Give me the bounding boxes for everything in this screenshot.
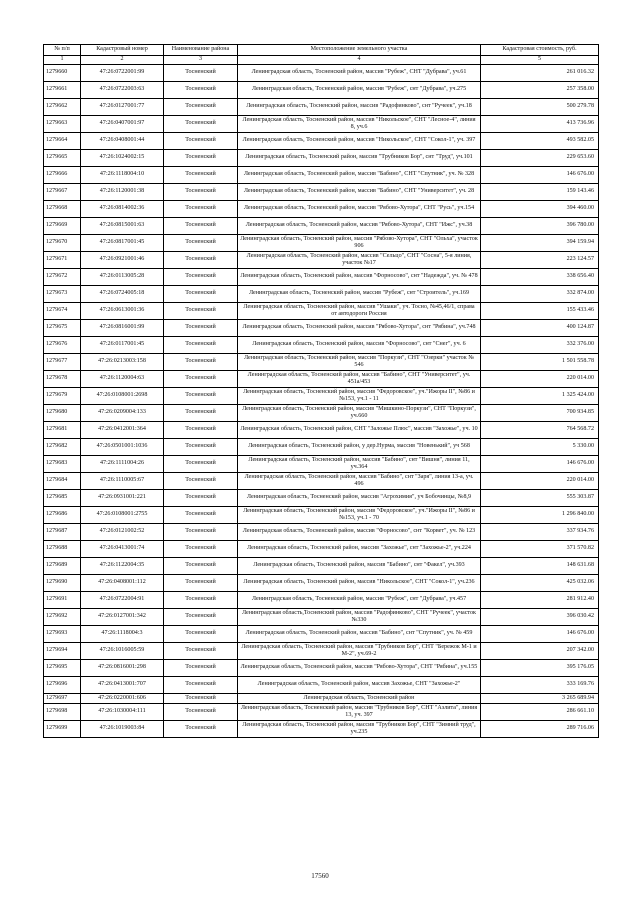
row-number-cell: 1279698: [44, 704, 81, 721]
cadastral-number-cell: 47:26:0501001:1036: [81, 439, 164, 456]
cadastral-number-cell: 47:26:1016005:59: [81, 643, 164, 660]
table-row: [44, 286, 599, 303]
column-number: 5: [481, 56, 599, 65]
cadastral-value-cell: 337 934.76: [481, 524, 599, 541]
district-cell: Тосненский: [164, 184, 238, 201]
cadastral-value-cell: 764 568.72: [481, 422, 599, 439]
cadastral-value-cell: 1 501 558.78: [481, 354, 599, 371]
table-row: [44, 721, 599, 738]
location-cell: Ленинградская область, Тосненский район, массив "Федоровское", уч."Ижоры II", №86 и №153, уч.1 - 70: [238, 507, 481, 524]
land-registry-document: [43, 44, 598, 738]
header-district-name: Наименование района: [164, 45, 238, 56]
location-cell: Ленинградская область,Тосненский район, массив "Радофинково", СНТ "Ручеек", участок №330: [238, 609, 481, 626]
cadastral-value-cell: 220 014.00: [481, 473, 599, 490]
location-cell: Ленинградская область, Тосненский район, массив "Трубников Бор", СНТ "Аэлита", линия 13, уч. 397: [238, 704, 481, 721]
table-row: [44, 269, 599, 286]
table-row: [44, 337, 599, 354]
row-number-cell: 1279688: [44, 541, 81, 558]
district-cell: Тосненский: [164, 303, 238, 320]
cadastral-value-table: [43, 44, 599, 738]
district-cell: Тосненский: [164, 524, 238, 541]
cadastral-number-cell: 47:26:0408001:44: [81, 133, 164, 150]
table-row: [44, 575, 599, 592]
location-cell: Ленинградская область, Тосненский район, массив "Радофинково", снт "Ручеек", уч.18: [238, 99, 481, 116]
table-row: [44, 371, 599, 388]
cadastral-value-cell: 223 124.57: [481, 252, 599, 269]
district-cell: Тосненский: [164, 439, 238, 456]
row-number-cell: 1279678: [44, 371, 81, 388]
row-number-cell: 1279676: [44, 337, 81, 354]
row-number-cell: 1279663: [44, 116, 81, 133]
location-cell: Ленинградская область, Тосненский район, массив "Трубников Бор", снт "Труд", уч.101: [238, 150, 481, 167]
cadastral-value-cell: 220 014.00: [481, 371, 599, 388]
row-number-cell: 1279665: [44, 150, 81, 167]
location-cell: Ленинградская область, Тосненский район, массив "Мишкино-Поркузи", СНТ "Поркузи", уч.660: [238, 405, 481, 422]
location-cell: Ленинградская область, Тосненский район, массив "Бабино", СНТ "Университет", уч. 28: [238, 184, 481, 201]
page-number: 17560: [311, 872, 329, 880]
row-number-cell: 1279685: [44, 490, 81, 507]
cadastral-value-cell: 146 676.00: [481, 626, 599, 643]
row-number-cell: 1279666: [44, 167, 81, 184]
header-row-number: № п/п: [44, 45, 81, 56]
cadastral-number-cell: 47:26:0127001:77: [81, 99, 164, 116]
row-number-cell: 1279679: [44, 388, 81, 405]
location-cell: Ленинградская область, Тосненский район, массив "Рубеж", снт "Дубрава", уч.275: [238, 82, 481, 99]
location-cell: Ленинградская область, Тосненский район, массив "Никольское", СНТ "Лесное-4", линия 8, уч.6: [238, 116, 481, 133]
location-cell: Ленинградская область, Тосненский район, массив "Бабино", снт "Вишня", линия 11, уч.364: [238, 456, 481, 473]
cadastral-value-cell: 146 676.00: [481, 456, 599, 473]
cadastral-value-cell: 207 342.00: [481, 643, 599, 660]
district-cell: Тосненский: [164, 201, 238, 218]
cadastral-number-cell: 47:26:0412001:364: [81, 422, 164, 439]
cadastral-value-cell: 159 143.46: [481, 184, 599, 201]
table-row: [44, 82, 599, 99]
row-number-cell: 1279669: [44, 218, 81, 235]
district-cell: Тосненский: [164, 82, 238, 99]
cadastral-value-cell: 413 736.96: [481, 116, 599, 133]
row-number-cell: 1279664: [44, 133, 81, 150]
cadastral-value-cell: 400 124.87: [481, 320, 599, 337]
cadastral-value-cell: 396 780.00: [481, 218, 599, 235]
table-row: [44, 592, 599, 609]
district-cell: Тосненский: [164, 473, 238, 490]
location-cell: Ленинградская область, Тосненский район, массив "Сельцо", СНТ "Сосна", 5-я линия, участок №17: [238, 252, 481, 269]
district-cell: Тосненский: [164, 337, 238, 354]
location-cell: Ленинградская область, Тосненский район, массив "Бабино", СНТ "Университет", уч. 451а/453: [238, 371, 481, 388]
district-cell: Тосненский: [164, 694, 238, 704]
district-cell: Тосненский: [164, 150, 238, 167]
cadastral-number-cell: 47:26:0816001:298: [81, 660, 164, 677]
table-row: [44, 422, 599, 439]
table-row: [44, 99, 599, 116]
row-number-cell: 1279692: [44, 609, 81, 626]
table-row: [44, 473, 599, 490]
cadastral-number-cell: 47:26:0407001:97: [81, 116, 164, 133]
location-cell: Ленинградская область, Тосненский район, СНТ "Заложье Плюс", массив "Захожье", уч. 10: [238, 422, 481, 439]
cadastral-value-cell: 425 032.06: [481, 575, 599, 592]
cadastral-number-cell: 47:26:0108001:2698: [81, 388, 164, 405]
cadastral-number-cell: 47:26:0814002:36: [81, 201, 164, 218]
district-cell: Тосненский: [164, 643, 238, 660]
cadastral-value-cell: 261 016.32: [481, 65, 599, 82]
location-cell: Ленинградская область, Тосненский район, массив "Никольское", СНТ "Сокол-1", уч.236: [238, 575, 481, 592]
cadastral-number-cell: 47:26:0213003:158: [81, 354, 164, 371]
district-cell: Тосненский: [164, 677, 238, 694]
district-cell: Тосненский: [164, 235, 238, 252]
cadastral-value-cell: 394 159.94: [481, 235, 599, 252]
table-row: [44, 524, 599, 541]
table-row: [44, 201, 599, 218]
cadastral-number-cell: 47:26:1110005:67: [81, 473, 164, 490]
cadastral-value-cell: 500 279.78: [481, 99, 599, 116]
table-row: [44, 252, 599, 269]
table-row: [44, 218, 599, 235]
cadastral-value-cell: 5 330.00: [481, 439, 599, 456]
location-cell: Ленинградская область, Тосненский район, массив "Рубеж", снт "Строитель", уч.169: [238, 286, 481, 303]
district-cell: Тосненский: [164, 575, 238, 592]
location-cell: Ленинградская область, Тосненский район, массив "Рябово-Хутора", СНТ "Русь", уч.154: [238, 201, 481, 218]
row-number-cell: 1279662: [44, 99, 81, 116]
table-row: [44, 405, 599, 422]
cadastral-value-cell: 257 358.00: [481, 82, 599, 99]
row-number-cell: 1279691: [44, 592, 81, 609]
row-number-cell: 1279699: [44, 721, 81, 738]
table-row: [44, 694, 599, 704]
district-cell: Тосненский: [164, 490, 238, 507]
cadastral-number-cell: 47:26:0722001:99: [81, 65, 164, 82]
table-row: [44, 456, 599, 473]
cadastral-number-cell: 47:26:0722003:63: [81, 82, 164, 99]
location-cell: Ленинградская область, Тосненский район, массив "Форносово", снт "Снег", уч. 6: [238, 337, 481, 354]
table-row: [44, 439, 599, 456]
table-row: [44, 609, 599, 626]
table-row: [44, 704, 599, 721]
district-cell: Тосненский: [164, 133, 238, 150]
district-cell: Тосненский: [164, 704, 238, 721]
header-cadastral-number: Кадастровый номер: [81, 45, 164, 56]
column-number: 2: [81, 56, 164, 65]
cadastral-number-cell: 47:26:1120001:38: [81, 184, 164, 201]
location-cell: Ленинградская область, Тосненский район, массив "Ушаки", уч. Тосно, №45,46/1, справа от автодороги Россия: [238, 303, 481, 320]
location-cell: Ленинградская область, Тосненский район, массив "Бабино", снт "Заря", линия 13-а, уч. 496: [238, 473, 481, 490]
location-cell: Ленинградская область, Тосненский район, массив "Рубеж", снт "Дубрава", уч.457: [238, 592, 481, 609]
location-cell: Ленинградская область, Тосненский район, массив "Бабино", снт "Факел", уч.393: [238, 558, 481, 575]
cadastral-value-cell: 394 460.00: [481, 201, 599, 218]
location-cell: Ленинградская область, Тосненский район, массив "Рябово-Хутора", снт "Рябина", уч.748: [238, 320, 481, 337]
row-number-cell: 1279673: [44, 286, 81, 303]
table-row: [44, 184, 599, 201]
row-number-cell: 1279687: [44, 524, 81, 541]
cadastral-number-cell: 47:26:1118004:10: [81, 167, 164, 184]
cadastral-number-cell: 47:26:0113005:28: [81, 269, 164, 286]
cadastral-value-cell: 333 169.76: [481, 677, 599, 694]
cadastral-value-cell: 229 653.60: [481, 150, 599, 167]
table-row: [44, 167, 599, 184]
table-row: [44, 133, 599, 150]
table-row: [44, 541, 599, 558]
row-number-cell: 1279668: [44, 201, 81, 218]
district-cell: Тосненский: [164, 286, 238, 303]
cadastral-value-cell: 1 325 424.00: [481, 388, 599, 405]
location-cell: Ленинградская область, Тосненский район, массив "Бабино", снт "Спутник", уч. № 459: [238, 626, 481, 643]
row-number-cell: 1279670: [44, 235, 81, 252]
location-cell: Ленинградская область, Тосненский район, массив "Поркузи", СНТ "Озерки" участок № 546: [238, 354, 481, 371]
district-cell: Тосненский: [164, 405, 238, 422]
location-cell: Ленинградская область, Тосненский район, массив "Бабино", СНТ "Спутник", уч. № 328: [238, 167, 481, 184]
cadastral-number-cell: 47:26:0413001:74: [81, 541, 164, 558]
cadastral-number-cell: 47:26:0121002:52: [81, 524, 164, 541]
location-cell: Ленинградская область, Тосненский район, массив "Трубников Бор", СНТ "Зимний труд", уч.235: [238, 721, 481, 738]
cadastral-value-cell: 3 265 689.94: [481, 694, 599, 704]
table-row: [44, 150, 599, 167]
row-number-cell: 1279667: [44, 184, 81, 201]
column-number-row: [44, 56, 599, 65]
row-number-cell: 1279684: [44, 473, 81, 490]
cadastral-value-cell: 395 176.05: [481, 660, 599, 677]
cadastral-number-cell: 47:26:0408001:112: [81, 575, 164, 592]
column-number: 4: [238, 56, 481, 65]
cadastral-value-cell: 286 661.10: [481, 704, 599, 721]
table-row: [44, 507, 599, 524]
district-cell: Тосненский: [164, 320, 238, 337]
cadastral-value-cell: 155 433.46: [481, 303, 599, 320]
cadastral-number-cell: 47:26:1118004:3: [81, 626, 164, 643]
district-cell: Тосненский: [164, 167, 238, 184]
table-row: [44, 320, 599, 337]
table-row: [44, 660, 599, 677]
cadastral-value-cell: 493 582.05: [481, 133, 599, 150]
location-cell: Ленинградская область, Тосненский район, массив "Никольское", СНТ "Сокол-1", уч. 397: [238, 133, 481, 150]
district-cell: Тосненский: [164, 721, 238, 738]
district-cell: Тосненский: [164, 371, 238, 388]
cadastral-number-cell: 47:26:0127001:342: [81, 609, 164, 626]
table-row: [44, 388, 599, 405]
table-row: [44, 490, 599, 507]
location-cell: Ленинградская область, Тосненский район, массив "Трубников Бор", СНТ "Бережок М-1 и М-2", уч.69-2: [238, 643, 481, 660]
row-number-cell: 1279690: [44, 575, 81, 592]
table-row: [44, 677, 599, 694]
district-cell: Тосненский: [164, 269, 238, 286]
cadastral-value-cell: 332 874.00: [481, 286, 599, 303]
district-cell: Тосненский: [164, 609, 238, 626]
row-number-cell: 1279660: [44, 65, 81, 82]
cadastral-value-cell: 371 570.82: [481, 541, 599, 558]
district-cell: Тосненский: [164, 116, 238, 133]
cadastral-number-cell: 47:26:1120004:63: [81, 371, 164, 388]
district-cell: Тосненский: [164, 660, 238, 677]
cadastral-value-cell: 338 656.40: [481, 269, 599, 286]
district-cell: Тосненский: [164, 507, 238, 524]
location-cell: Ленинградская область, Тосненский район, массив "Федоровское", уч."Ижоры II", №86 и №153, уч.1 - 11: [238, 388, 481, 405]
cadastral-value-cell: 281 912.40: [481, 592, 599, 609]
cadastral-number-cell: 47:26:0817001:45: [81, 235, 164, 252]
cadastral-number-cell: 47:26:0613001:36: [81, 303, 164, 320]
cadastral-value-cell: 146 676.00: [481, 167, 599, 184]
table-header-row: [44, 45, 599, 56]
cadastral-number-cell: 47:26:0209004:133: [81, 405, 164, 422]
cadastral-number-cell: 47:26:0117001:45: [81, 337, 164, 354]
location-cell: Ленинградская область, Тосненский район, массив "Форносово", снт "Корвет", уч. № 123: [238, 524, 481, 541]
location-cell: Ленинградская область, Тосненский район, массив "Рябово-Хутора", СНТ "Рябина", уч.155: [238, 660, 481, 677]
cadastral-number-cell: 47:26:1019003:84: [81, 721, 164, 738]
table-row: [44, 116, 599, 133]
district-cell: Тосненский: [164, 65, 238, 82]
header-cadastral-value: Кадастровая стоимость, руб.: [481, 45, 599, 56]
district-cell: Тосненский: [164, 558, 238, 575]
row-number-cell: 1279686: [44, 507, 81, 524]
cadastral-number-cell: 47:26:1111004:26: [81, 456, 164, 473]
cadastral-number-cell: 47:26:0220001:606: [81, 694, 164, 704]
row-number-cell: 1279680: [44, 405, 81, 422]
district-cell: Тосненский: [164, 252, 238, 269]
table-row: [44, 626, 599, 643]
row-number-cell: 1279695: [44, 660, 81, 677]
cadastral-value-cell: 396 030.42: [481, 609, 599, 626]
row-number-cell: 1279689: [44, 558, 81, 575]
column-number: 3: [164, 56, 238, 65]
cadastral-number-cell: 47:26:1030004:111: [81, 704, 164, 721]
location-cell: Ленинградская область, Тосненский район, массив "Захожье", снт "Захожье-2", уч.224: [238, 541, 481, 558]
district-cell: Тосненский: [164, 99, 238, 116]
location-cell: Ленинградская область, Тосненский район: [238, 694, 481, 704]
district-cell: Тосненский: [164, 541, 238, 558]
location-cell: Ленинградская область, Тосненский район, массив "Рябово-Хутора", СНТ "Ижс", уч.38: [238, 218, 481, 235]
row-number-cell: 1279694: [44, 643, 81, 660]
location-cell: Ленинградская область, Тосненский район, у дер.Нурма, массив "Новенький", уч 568: [238, 439, 481, 456]
header-land-location: Местоположение земельного участка: [238, 45, 481, 56]
row-number-cell: 1279661: [44, 82, 81, 99]
column-number: 1: [44, 56, 81, 65]
cadastral-number-cell: 47:26:0724005:18: [81, 286, 164, 303]
district-cell: Тосненский: [164, 592, 238, 609]
cadastral-value-cell: 289 716.06: [481, 721, 599, 738]
cadastral-number-cell: 47:26:0816001:99: [81, 320, 164, 337]
table-row: [44, 303, 599, 320]
cadastral-value-cell: 148 631.68: [481, 558, 599, 575]
cadastral-value-cell: 555 303.87: [481, 490, 599, 507]
row-number-cell: 1279677: [44, 354, 81, 371]
row-number-cell: 1279682: [44, 439, 81, 456]
table-row: [44, 558, 599, 575]
district-cell: Тосненский: [164, 456, 238, 473]
district-cell: Тосненский: [164, 354, 238, 371]
row-number-cell: 1279675: [44, 320, 81, 337]
table-row: [44, 643, 599, 660]
row-number-cell: 1279693: [44, 626, 81, 643]
district-cell: Тосненский: [164, 218, 238, 235]
row-number-cell: 1279681: [44, 422, 81, 439]
cadastral-number-cell: 47:26:0921001:46: [81, 252, 164, 269]
cadastral-value-cell: 700 934.85: [481, 405, 599, 422]
row-number-cell: 1279674: [44, 303, 81, 320]
district-cell: Тосненский: [164, 388, 238, 405]
row-number-cell: 1279697: [44, 694, 81, 704]
location-cell: Ленинградская область, Тосненский район, массив "Рубеж", СНТ "Дубрава", уч.61: [238, 65, 481, 82]
cadastral-number-cell: 47:26:0815001:63: [81, 218, 164, 235]
row-number-cell: 1279683: [44, 456, 81, 473]
location-cell: Ленинградская область, Тосненский район, массив "Рябово-Хутора", СНТ "Ольха", участок 906: [238, 235, 481, 252]
district-cell: Тосненский: [164, 422, 238, 439]
district-cell: Тосненский: [164, 626, 238, 643]
row-number-cell: 1279696: [44, 677, 81, 694]
table-row: [44, 354, 599, 371]
location-cell: Ленинградская область, Тосненский район, массив Захожье, СНТ "Захожье-2": [238, 677, 481, 694]
location-cell: Ленинградская область, Тосненский район, массив "Форносово", снт "Надежда", уч. № 478: [238, 269, 481, 286]
cadastral-value-cell: 1 296 840.00: [481, 507, 599, 524]
table-row: [44, 235, 599, 252]
cadastral-number-cell: 47:26:1122004:35: [81, 558, 164, 575]
table-row: [44, 65, 599, 82]
cadastral-number-cell: 47:26:0722004:91: [81, 592, 164, 609]
cadastral-number-cell: 47:26:0931001:221: [81, 490, 164, 507]
cadastral-number-cell: 47:26:0413001:707: [81, 677, 164, 694]
row-number-cell: 1279671: [44, 252, 81, 269]
cadastral-value-cell: 332 376.00: [481, 337, 599, 354]
cadastral-number-cell: 47:26:0108001:2755: [81, 507, 164, 524]
cadastral-number-cell: 47:26:1024002:15: [81, 150, 164, 167]
location-cell: Ленинградская область, Тосненский район, массив "Агрохимия", уч Бобочинцы, №8,9: [238, 490, 481, 507]
row-number-cell: 1279672: [44, 269, 81, 286]
